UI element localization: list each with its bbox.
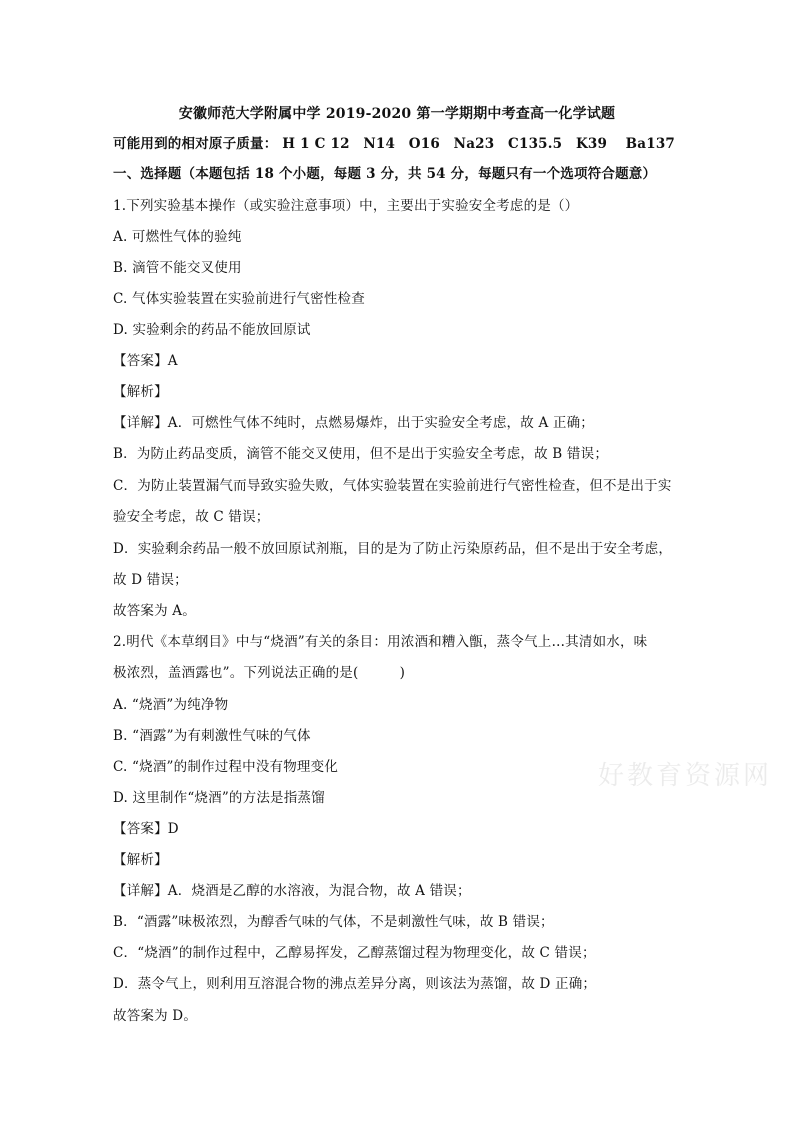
q1-conclusion: 故答案为 A。 [113, 603, 196, 619]
q2-stem-line1: 2.明代《本草纲目》中与“烧酒”有关的条目：用浓酒和糟入甑，蒸令气上…其清如水，味 [113, 634, 648, 650]
q2-detail-d: D．蒸令气上，则利用互溶混合物的沸点差异分离，则该法为蒸馏，故 D 正确； [113, 976, 597, 992]
q1-detail-d-line1: D．实验剩余药品一般不放回原试剂瓶，目的是为了防止污染原药品，但不是出于安全考虑， [113, 541, 673, 557]
watermark: 好教育资源网 [598, 761, 773, 791]
q2-option-b: B. “酒露”为有刺激性气味的气体 [113, 728, 311, 744]
q1-detail-c-line2: 验安全考虑，故 C 错误； [113, 509, 270, 525]
q1-detail-c-line1: C．为防止装置漏气而导致实验失败，气体实验装置在实验前进行气密性检查，但不是出于实 [113, 478, 672, 494]
q2-detail-c: C．“烧酒”的制作过程中，乙醇易挥发，乙醇蒸馏过程为物理变化，故 C 错误； [113, 945, 596, 961]
q1-detail-b: B．为防止药品变质，滴管不能交叉使用，但不是出于实验安全考虑，故 B 错误； [113, 446, 609, 462]
q1-option-a: A. 可燃性气体的验纯 [113, 229, 242, 245]
q1-option-b: B. 滴管不能交叉使用 [113, 260, 242, 276]
q2-conclusion: 故答案为 D。 [113, 1008, 198, 1024]
q2-detail-a: 【详解】A．烧酒是乙醇的水溶液，为混合物，故 A 错误； [113, 883, 471, 899]
q2-option-c: C. “烧酒”的制作过程中没有物理变化 [113, 759, 339, 775]
q2-stem-line2: 极浓烈，盖酒露也”。下列说法正确的是( ) [113, 665, 406, 681]
q1-detail-d-line2: 故 D 错误； [113, 572, 188, 588]
q1-answer: 【答案】A [113, 353, 178, 369]
q1-detail-a: 【详解】A．可燃性气体不纯时，点燃易爆炸，出于实验安全考虑，故 A 正确； [113, 415, 594, 431]
q1-stem: 1.下列实验基本操作（或实验注意事项）中，主要出于实验安全考虑的是（） [113, 198, 579, 214]
q1-option-c: C. 气体实验装置在实验前进行气密性检查 [113, 291, 365, 307]
section-header: 一、选择题（本题包括 18 个小题，每题 3 分，共 54 分，每题只有一个选项符合题意） [113, 166, 657, 182]
atomic-masses: 可能用到的相对原子质量： H 1 C 12 N14 O16 Na23 C135.5 K39 Ba137 [113, 136, 676, 152]
page-title: 安徽师范大学附属中学 2019-2020 第一学期期中考查高一化学试题 [178, 106, 616, 122]
q2-analysis-label: 【解析】 [113, 852, 168, 868]
q2-answer: 【答案】D [113, 821, 179, 837]
q1-option-d: D. 实验剩余的药品不能放回原试 [113, 322, 311, 338]
q2-option-a: A. “烧酒”为纯净物 [113, 697, 229, 713]
q2-detail-b: B．“酒露”味极浓烈，为醇香气味的气体，不是刺激性气味，故 B 错误； [113, 914, 554, 930]
q2-option-d: D. 这里制作“烧酒”的方法是指蒸馏 [113, 790, 325, 806]
q1-analysis-label: 【解析】 [113, 384, 168, 400]
